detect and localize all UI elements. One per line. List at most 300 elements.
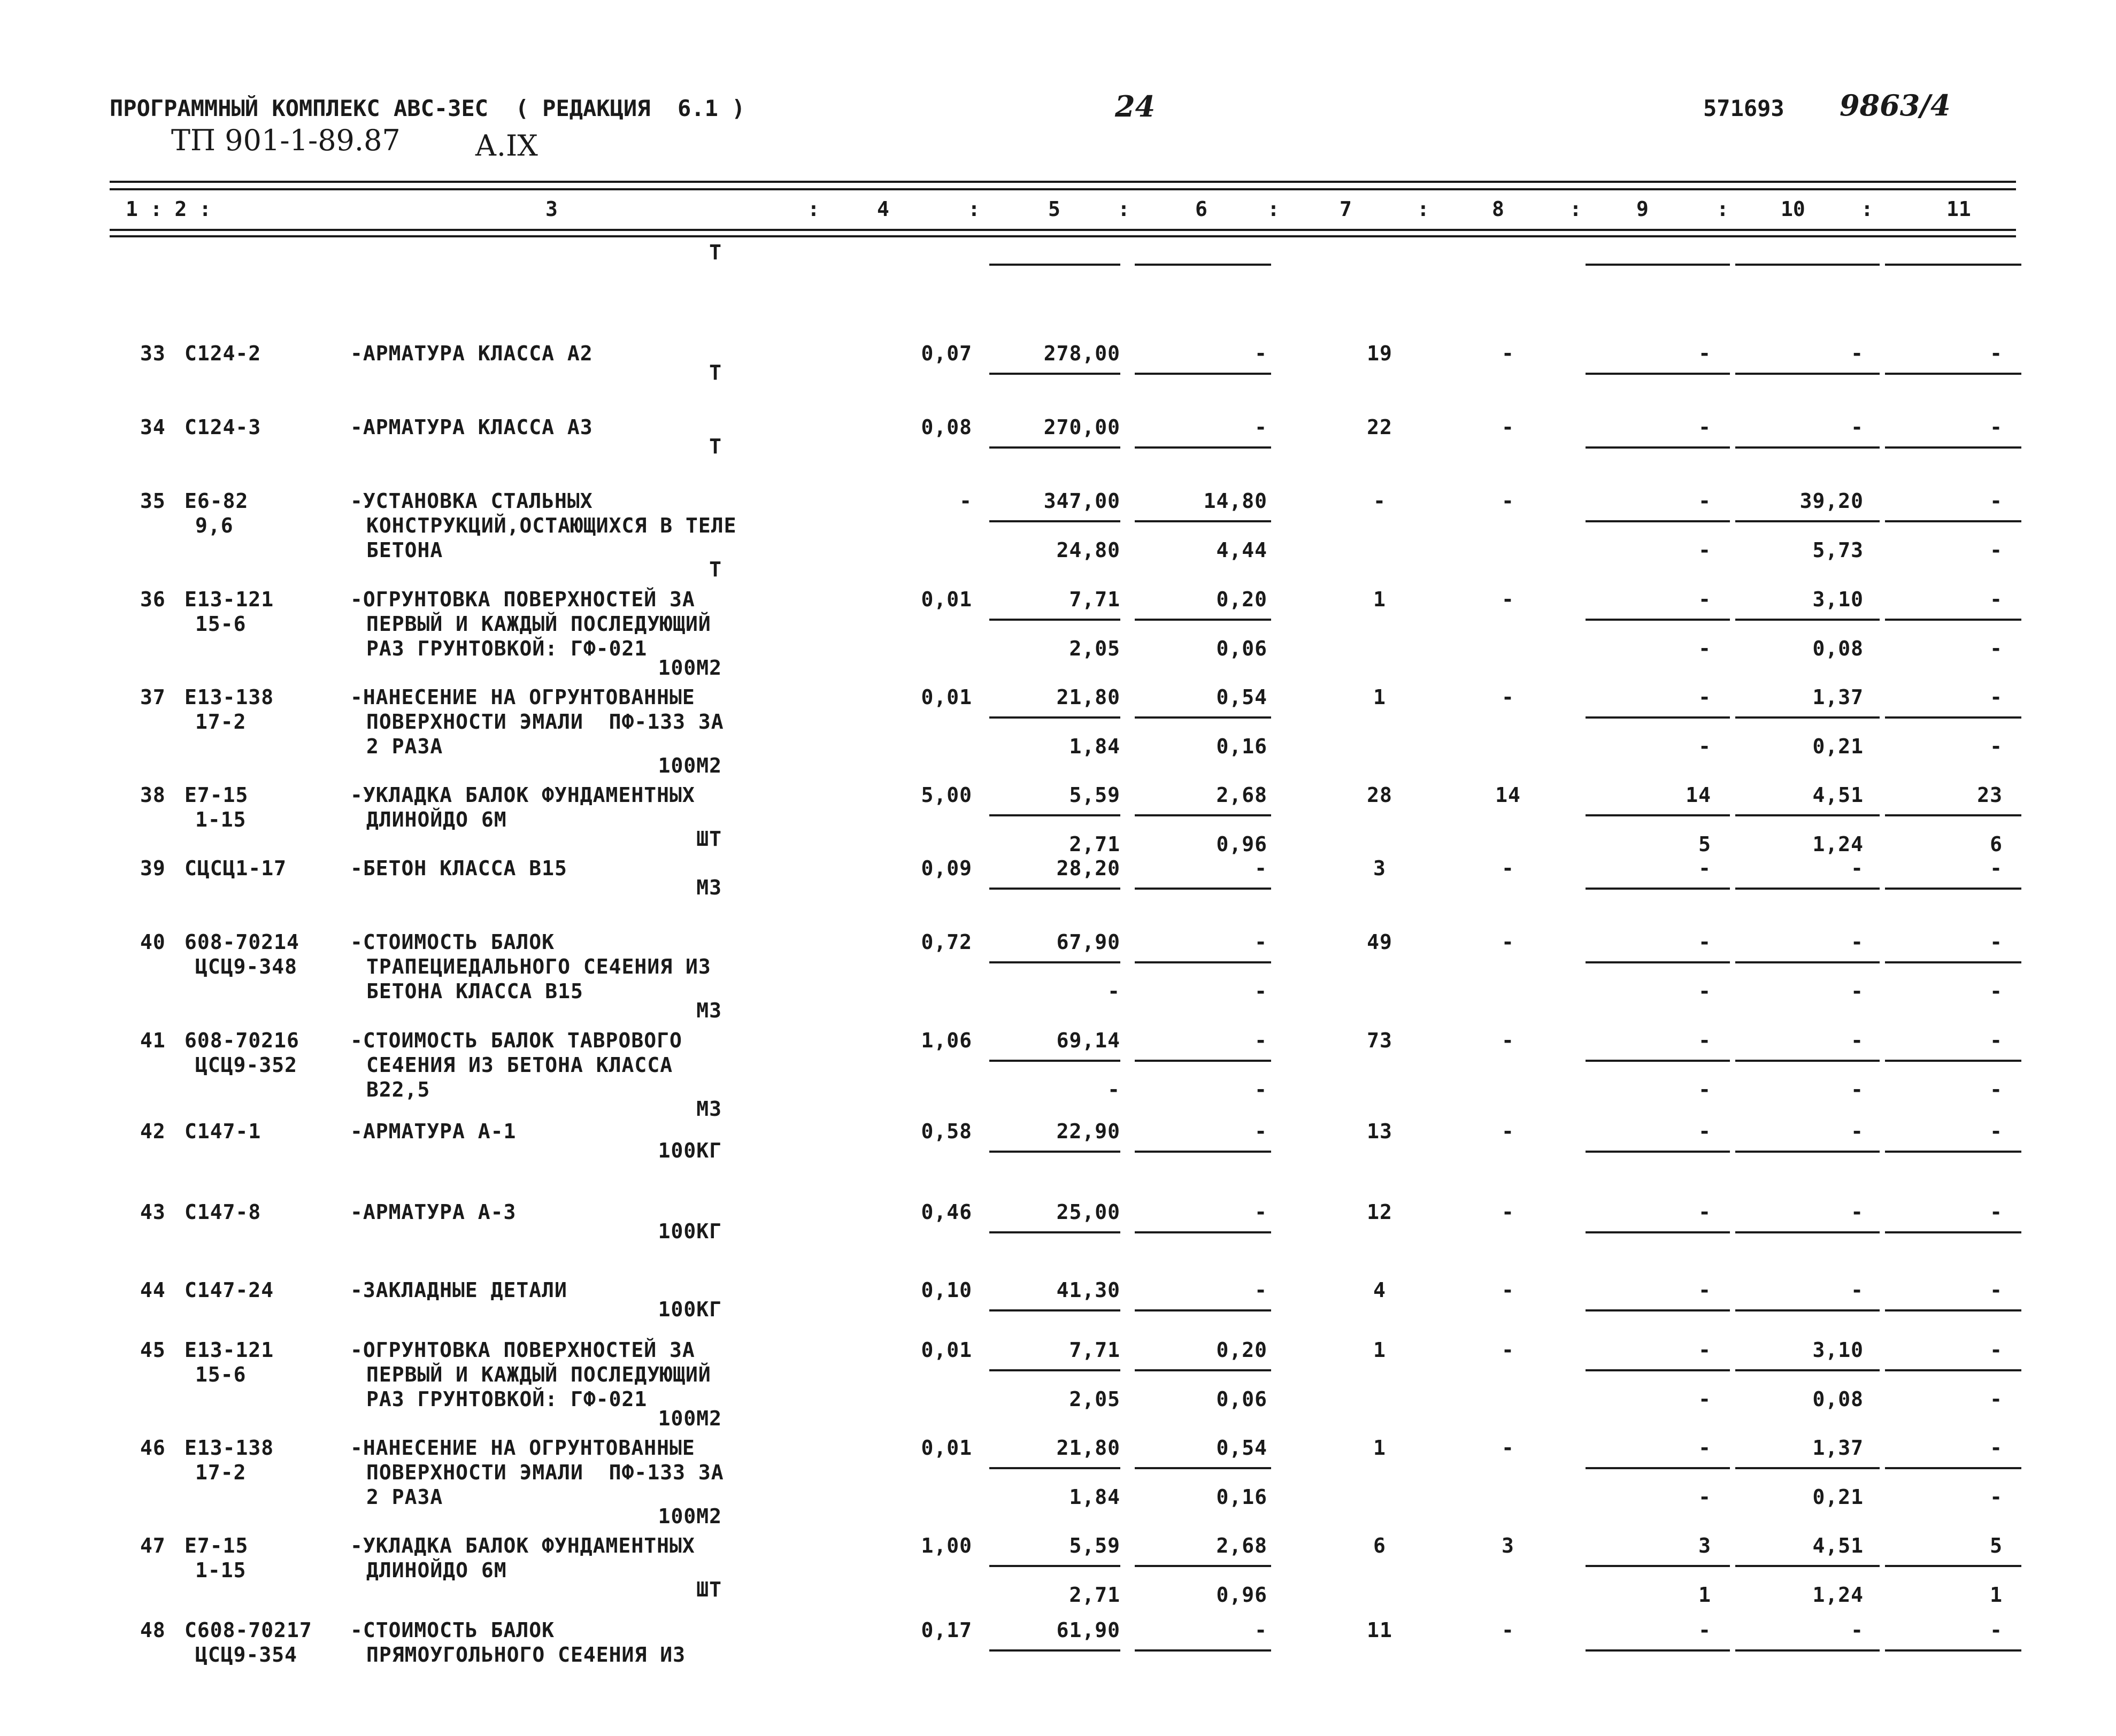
row-number: 34 (140, 415, 166, 439)
cell-divider-rule (1586, 1309, 1730, 1311)
labor-total-cell: - (1990, 415, 2003, 439)
unit-cost-cell: 270,00 (1043, 415, 1120, 439)
labor-total-cell: - (1990, 342, 2003, 365)
labor-total-cell: 23 (1977, 783, 2003, 807)
total-cost-cell: 73 (1367, 1029, 1392, 1052)
unit-cell: М3 (696, 876, 722, 899)
description-line: -УКЛАДКА БАЛОК ФУНДАМЕНТНЫХ (350, 1534, 695, 1557)
table-top-rule (110, 181, 2016, 183)
cell-divider-rule (1586, 814, 1730, 816)
machine-total-cell: 3 (1698, 1534, 1711, 1557)
total-cost-cell: 4 (1373, 1278, 1386, 1302)
cell-divider-rule (1135, 716, 1271, 719)
wage-total-cell: - (1502, 857, 1514, 880)
unit-cost-cell: 67,90 (1056, 930, 1120, 954)
unit-cost-cell: 21,80 (1056, 685, 1120, 709)
labor-total-cell: - (1990, 930, 2003, 954)
unit-cell: 100КГ (658, 1298, 722, 1321)
labor-cell: - (1851, 415, 1864, 439)
cell-divider-rule (1885, 1467, 2021, 1469)
quantity-cell: 1,00 (921, 1534, 972, 1557)
resource-code-2: 9,6 (195, 514, 234, 537)
row-number: 40 (140, 930, 166, 954)
labor-b-cell: 0,21 (1812, 1485, 1864, 1509)
total-cost-cell: 3 (1373, 857, 1386, 880)
description-line: КОНСТРУКЦИЙ,ОСТАЮЩИХСЯ В ТЕЛЕ (366, 514, 737, 537)
machine-total-cell: - (1698, 1029, 1711, 1052)
machine-cost-cell: - (1255, 1618, 1267, 1642)
wage-total-cell: - (1502, 1029, 1514, 1052)
resource-code: 608-70216 (184, 1029, 299, 1052)
cell-divider-rule (1586, 1369, 1730, 1371)
column-header: : (1569, 197, 1582, 221)
resource-code-2: 1-15 (195, 808, 247, 831)
description-line: 2 РАЗА (366, 1485, 443, 1509)
description-line: -АРМАТУРА КЛАССА А3 (350, 415, 593, 439)
description-line: -УКЛАДКА БАЛОК ФУНДАМЕНТНЫХ (350, 783, 695, 807)
table-header-rule-2 (110, 235, 2016, 237)
machine-cost-cell: 14,80 (1203, 489, 1267, 513)
machine-total-wage-cell: - (1698, 1078, 1711, 1101)
row-number: 46 (140, 1436, 166, 1460)
total-cost-cell: 1 (1373, 1436, 1386, 1460)
unit-cost-cell: 21,80 (1056, 1436, 1120, 1460)
cell-divider-rule (989, 1151, 1120, 1153)
machine-cost-cell: - (1255, 342, 1267, 365)
cell-divider-rule (1735, 619, 1880, 621)
cell-divider-rule (1735, 1231, 1880, 1233)
cell-divider-rule (1135, 888, 1271, 890)
resource-code: Е13-138 (184, 685, 274, 709)
description-line: В22,5 (366, 1078, 430, 1101)
unit-cost-wage-cell: - (1107, 979, 1120, 1003)
machine-cost-cell: - (1255, 930, 1267, 954)
cell-divider-rule (989, 716, 1120, 719)
cell-divider-rule (989, 888, 1120, 890)
labor-total-b-cell: - (1990, 735, 2003, 758)
row-rule (1135, 264, 1271, 266)
wage-total-cell: - (1502, 1278, 1514, 1302)
resource-code: Е13-121 (184, 1338, 274, 1362)
description-line: -СТОИМОСТЬ БАЛОК (350, 1618, 555, 1642)
cell-divider-rule (1586, 619, 1730, 621)
row-rule (1885, 264, 2021, 266)
resource-code-2: 17-2 (195, 1461, 247, 1484)
machine-total-cell: - (1698, 685, 1711, 709)
cell-divider-rule (1735, 1369, 1880, 1371)
row-number: 33 (140, 342, 166, 365)
quantity-cell: 0,01 (921, 588, 972, 611)
unit-cost-cell: 25,00 (1056, 1200, 1120, 1224)
column-header: 8 (1492, 197, 1504, 221)
machine-cost-cell: - (1255, 415, 1267, 439)
row-rule (1586, 264, 1730, 266)
quantity-cell: 0,46 (921, 1200, 972, 1224)
total-cost-cell: 1 (1373, 1338, 1386, 1362)
unit-cell: 100М2 (658, 656, 722, 680)
cell-divider-rule (1885, 814, 2021, 816)
column-header: : (1417, 197, 1429, 221)
labor-b-cell: - (1851, 1078, 1864, 1101)
description-line: РАЗ ГРУНТОВКОЙ: ГФ-021 (366, 637, 648, 660)
labor-cell: - (1851, 342, 1864, 365)
column-header: 7 (1340, 197, 1352, 221)
cell-divider-rule (1885, 1565, 2021, 1567)
machine-cost-cell: - (1255, 1120, 1267, 1143)
resource-code-2: 15-6 (195, 1363, 247, 1386)
cell-divider-rule (1735, 888, 1880, 890)
cell-divider-rule (989, 446, 1120, 449)
unit-cost-cell: 7,71 (1069, 1338, 1120, 1362)
wage-total-cell: - (1502, 685, 1514, 709)
unit-cost-cell: 5,59 (1069, 1534, 1120, 1557)
labor-b-cell: 5,73 (1812, 538, 1864, 562)
description-line: БЕТОНА (366, 538, 443, 562)
description-line: ДЛИНОЙДО 6М (366, 1558, 507, 1582)
total-cost-cell: 12 (1367, 1200, 1392, 1224)
wage-total-cell: 14 (1495, 783, 1521, 807)
row-rule (1735, 264, 1880, 266)
wage-total-cell: - (1502, 1338, 1514, 1362)
unit-cost-cell: 69,14 (1056, 1029, 1120, 1052)
machine-total-cell: - (1698, 1618, 1711, 1642)
machine-total-cell: - (1698, 489, 1711, 513)
description-line: ПРЯМОУГОЛЬНОГО СЕ4ЕНИЯ ИЗ (366, 1643, 686, 1666)
unit-cost-cell: 41,30 (1056, 1278, 1120, 1302)
labor-total-cell: - (1990, 1200, 2003, 1224)
machine-wage-cell: 0,96 (1216, 832, 1267, 856)
wage-total-cell: - (1502, 415, 1514, 439)
cell-divider-rule (1735, 1060, 1880, 1062)
cell-divider-rule (989, 1231, 1120, 1233)
description-line: ПЕРВЫЙ И КАЖДЫЙ ПОСЛЕДУЮЩИЙ (366, 1363, 711, 1386)
cell-divider-rule (1735, 716, 1880, 719)
cell-divider-rule (1735, 1309, 1880, 1311)
machine-total-wage-cell: - (1698, 979, 1711, 1003)
machine-cost-cell: - (1255, 1029, 1267, 1052)
wage-total-cell: - (1502, 588, 1514, 611)
cell-divider-rule (1885, 1649, 2021, 1652)
resource-code: С608-70217 (184, 1618, 312, 1642)
row-number: 42 (140, 1120, 166, 1143)
cell-divider-rule (1586, 1060, 1730, 1062)
unit-cell: 100КГ (658, 1139, 722, 1162)
labor-total-cell: - (1990, 685, 2003, 709)
quantity-cell: 0,01 (921, 1338, 972, 1362)
cell-divider-rule (1135, 1060, 1271, 1062)
quantity-cell: - (959, 489, 972, 513)
machine-total-cell: - (1698, 342, 1711, 365)
cell-divider-rule (1135, 1649, 1271, 1652)
cell-divider-rule (1586, 520, 1730, 522)
labor-b-cell: 0,21 (1812, 735, 1864, 758)
labor-total-cell: - (1990, 1618, 2003, 1642)
unit-cost-wage-cell: 2,05 (1069, 1387, 1120, 1411)
unit-cell: Т (709, 435, 722, 458)
labor-cell: 1,37 (1812, 685, 1864, 709)
cell-divider-rule (1586, 1151, 1730, 1153)
labor-total-cell: - (1990, 1436, 2003, 1460)
labor-b-cell: 0,08 (1812, 1387, 1864, 1411)
sheet-number: 9863/4 (1840, 88, 1951, 122)
cell-divider-rule (1885, 1309, 2021, 1311)
resource-code-2: ЦСЦ9-352 (195, 1053, 298, 1077)
total-cost-cell: 1 (1373, 685, 1386, 709)
labor-cell: 4,51 (1812, 1534, 1864, 1557)
labor-total-cell: - (1990, 489, 2003, 513)
total-cost-cell: - (1373, 489, 1386, 513)
machine-wage-cell: - (1255, 1078, 1267, 1101)
labor-cell: - (1851, 1029, 1864, 1052)
description-line: -АРМАТУРА КЛАССА А2 (350, 342, 593, 365)
wage-total-cell: - (1502, 1618, 1514, 1642)
resource-code: Е13-121 (184, 588, 274, 611)
row-number: 47 (140, 1534, 166, 1557)
column-header: 5 (1048, 197, 1060, 221)
cell-divider-rule (989, 520, 1120, 522)
cell-divider-rule (1735, 446, 1880, 449)
cell-divider-rule (1885, 1231, 2021, 1233)
column-header: 1 : 2 : (126, 197, 212, 221)
unit-cell: ШТ (696, 1578, 722, 1601)
unit-cost-cell: 7,71 (1069, 588, 1120, 611)
machine-total-wage-cell: - (1698, 637, 1711, 660)
cell-divider-rule (1135, 814, 1271, 816)
labor-cell: - (1851, 1618, 1864, 1642)
machine-wage-cell: 4,44 (1216, 538, 1267, 562)
quantity-cell: 0,01 (921, 685, 972, 709)
description-line: 2 РАЗА (366, 735, 443, 758)
unit-cell: М3 (696, 1097, 722, 1121)
column-header: : (807, 197, 820, 221)
cell-divider-rule (1135, 961, 1271, 963)
description-line: РАЗ ГРУНТОВКОЙ: ГФ-021 (366, 1387, 648, 1411)
cell-divider-rule (989, 1565, 1120, 1567)
wage-total-cell: - (1502, 1120, 1514, 1143)
cell-divider-rule (1885, 888, 2021, 890)
row-number: 43 (140, 1200, 166, 1224)
labor-b-cell: 0,08 (1812, 637, 1864, 660)
machine-total-cell: - (1698, 1338, 1711, 1362)
machine-total-cell: - (1698, 857, 1711, 880)
cell-divider-rule (989, 1309, 1120, 1311)
quantity-cell: 0,72 (921, 930, 972, 954)
row-number: 48 (140, 1618, 166, 1642)
cell-divider-rule (1135, 619, 1271, 621)
resource-code: Е13-138 (184, 1436, 274, 1460)
description-line: ПЕРВЫЙ И КАЖДЫЙ ПОСЛЕДУЮЩИЙ (366, 612, 711, 636)
machine-wage-cell: 0,16 (1216, 1485, 1267, 1509)
cell-divider-rule (1735, 520, 1880, 522)
resource-code: Е6-82 (184, 489, 249, 513)
resource-code: Е7-15 (184, 1534, 249, 1557)
row-rule (989, 264, 1120, 266)
machine-total-wage-cell: 5 (1698, 832, 1711, 856)
labor-cell: - (1851, 1200, 1864, 1224)
description-line: СЕ4ЕНИЯ ИЗ БЕТОНА КЛАССА (366, 1053, 673, 1077)
labor-total-cell: - (1990, 857, 2003, 880)
row-number: 38 (140, 783, 166, 807)
total-cost-cell: 22 (1367, 415, 1392, 439)
machine-cost-cell: - (1255, 1278, 1267, 1302)
cell-divider-rule (1586, 373, 1730, 375)
program-title: ПРОГРАММНЫЙ КОМПЛЕКС АВС-ЗЕС ( РЕДАКЦИЯ 6.1 ) (110, 95, 745, 121)
total-cost-cell: 13 (1367, 1120, 1392, 1143)
description-line: -АРМАТУРА А-3 (350, 1200, 517, 1224)
cell-divider-rule (989, 1060, 1120, 1062)
unit-cost-cell: 347,00 (1043, 489, 1120, 513)
resource-code-2: ЦСЦ9-354 (195, 1643, 298, 1666)
machine-wage-cell: 0,06 (1216, 637, 1267, 660)
labor-total-b-cell: 1 (1990, 1583, 2003, 1607)
machine-wage-cell: 0,06 (1216, 1387, 1267, 1411)
resource-code-2: 17-2 (195, 710, 247, 734)
unit-cell: М3 (696, 999, 722, 1022)
cell-divider-rule (1135, 1565, 1271, 1567)
labor-cell: 1,37 (1812, 1436, 1864, 1460)
labor-b-cell: 1,24 (1812, 832, 1864, 856)
cell-divider-rule (989, 1649, 1120, 1652)
description-line: -НАНЕСЕНИЕ НА ОГРУНТОВАННЫЕ (350, 685, 695, 709)
column-header: : (1118, 197, 1130, 221)
description-line: ТРАПЕЦИЕДАЛЬНОГО СЕ4ЕНИЯ ИЗ (366, 955, 711, 978)
cell-divider-rule (989, 961, 1120, 963)
unit-cost-cell: 278,00 (1043, 342, 1120, 365)
table-header-rule (110, 229, 2016, 231)
cell-divider-rule (1885, 619, 2021, 621)
unit-cell: Т (709, 241, 722, 264)
unit-cost-wage-cell: 24,80 (1056, 538, 1120, 562)
machine-cost-cell: 2,68 (1216, 783, 1267, 807)
total-cost-cell: 19 (1367, 342, 1392, 365)
unit-cost-wage-cell: 2,71 (1069, 1583, 1120, 1607)
cell-divider-rule (1586, 1649, 1730, 1652)
machine-cost-cell: - (1255, 1200, 1267, 1224)
column-header: 6 (1195, 197, 1207, 221)
unit-cell: 100М2 (658, 1407, 722, 1430)
machine-total-wage-cell: 1 (1698, 1583, 1711, 1607)
resource-code: С147-8 (184, 1200, 261, 1224)
cell-divider-rule (1586, 716, 1730, 719)
resource-code-2: 1-15 (195, 1558, 247, 1582)
description-line: -ЗАКЛАДНЫЕ ДЕТАЛИ (350, 1278, 567, 1302)
total-cost-cell: 11 (1367, 1618, 1392, 1642)
description-line: -УСТАНОВКА СТАЛЬНЫХ (350, 489, 593, 513)
description-line: ПОВЕРХНОСТИ ЭМАЛИ ПФ-133 ЗА (366, 710, 724, 734)
quantity-cell: 0,01 (921, 1436, 972, 1460)
machine-total-cell: - (1698, 1436, 1711, 1460)
machine-cost-cell: 0,54 (1216, 1436, 1267, 1460)
machine-total-wage-cell: - (1698, 1387, 1711, 1411)
labor-total-cell: - (1990, 588, 2003, 611)
cell-divider-rule (989, 619, 1120, 621)
cell-divider-rule (1586, 1231, 1730, 1233)
labor-total-b-cell: - (1990, 1387, 2003, 1411)
total-cost-cell: 1 (1373, 588, 1386, 611)
cell-divider-rule (1735, 1151, 1880, 1153)
description-line: -НАНЕСЕНИЕ НА ОГРУНТОВАННЫЕ (350, 1436, 695, 1460)
wage-total-cell: - (1502, 342, 1514, 365)
labor-cell: - (1851, 930, 1864, 954)
labor-total-cell: - (1990, 1120, 2003, 1143)
unit-cell: 100КГ (658, 1220, 722, 1243)
cell-divider-rule (1135, 446, 1271, 449)
labor-total-b-cell: - (1990, 1485, 2003, 1509)
resource-code: С147-24 (184, 1278, 274, 1302)
cell-divider-rule (1885, 1151, 2021, 1153)
machine-total-cell: - (1698, 930, 1711, 954)
machine-total-cell: - (1698, 588, 1711, 611)
machine-cost-cell: 0,20 (1216, 1338, 1267, 1362)
labor-total-cell: - (1990, 1338, 2003, 1362)
labor-total-b-cell: 6 (1990, 832, 2003, 856)
cell-divider-rule (1735, 1649, 1880, 1652)
description-line: -ОГРУНТОВКА ПОВЕРХНОСТЕЙ ЗА (350, 588, 695, 611)
cell-divider-rule (1885, 1060, 2021, 1062)
album-number: А.IX (475, 129, 538, 163)
description-line: -АРМАТУРА А-1 (350, 1120, 517, 1143)
cell-divider-rule (1885, 961, 2021, 963)
description-line: -СТОИМОСТЬ БАЛОК (350, 930, 555, 954)
wage-total-cell: - (1502, 489, 1514, 513)
quantity-cell: 0,17 (921, 1618, 972, 1642)
labor-b-cell: 1,24 (1812, 1583, 1864, 1607)
row-number: 35 (140, 489, 166, 513)
cell-divider-rule (989, 373, 1120, 375)
cell-divider-rule (1885, 520, 2021, 522)
unit-cost-wage-cell: 1,84 (1069, 1485, 1120, 1509)
cell-divider-rule (1885, 1369, 2021, 1371)
unit-cost-wage-cell: 2,05 (1069, 637, 1120, 660)
machine-wage-cell: 0,16 (1216, 735, 1267, 758)
cell-divider-rule (1135, 1467, 1271, 1469)
row-number: 44 (140, 1278, 166, 1302)
row-number: 37 (140, 685, 166, 709)
resource-code: Е7-15 (184, 783, 249, 807)
row-number: 36 (140, 588, 166, 611)
cell-divider-rule (1135, 520, 1271, 522)
cell-divider-rule (1135, 1309, 1271, 1311)
cell-divider-rule (1586, 961, 1730, 963)
resource-code: 608-70214 (184, 930, 299, 954)
unit-cost-cell: 22,90 (1056, 1120, 1120, 1143)
labor-cell: 39,20 (1799, 489, 1864, 513)
column-header: 4 (877, 197, 889, 221)
resource-code: СЦСЦ1-17 (184, 857, 287, 880)
machine-wage-cell: - (1255, 979, 1267, 1003)
labor-cell: - (1851, 1278, 1864, 1302)
unit-cost-cell: 5,59 (1069, 783, 1120, 807)
row-number: 41 (140, 1029, 166, 1052)
row-number: 39 (140, 857, 166, 880)
machine-total-wage-cell: - (1698, 1485, 1711, 1509)
resource-code: С124-2 (184, 342, 261, 365)
cell-divider-rule (1735, 1467, 1880, 1469)
machine-cost-cell: 0,20 (1216, 588, 1267, 611)
cell-divider-rule (1735, 961, 1880, 963)
table-top-rule-2 (110, 188, 2016, 190)
cell-divider-rule (1735, 814, 1880, 816)
wage-total-cell: - (1502, 1436, 1514, 1460)
labor-total-b-cell: - (1990, 637, 2003, 660)
column-header: : (1267, 197, 1280, 221)
total-cost-cell: 49 (1367, 930, 1392, 954)
quantity-cell: 0,07 (921, 342, 972, 365)
labor-cell: - (1851, 857, 1864, 880)
project-number: ТП 901-1-89.87 (171, 124, 401, 157)
unit-cost-wage-cell: 2,71 (1069, 832, 1120, 856)
column-header: : (1717, 197, 1729, 221)
